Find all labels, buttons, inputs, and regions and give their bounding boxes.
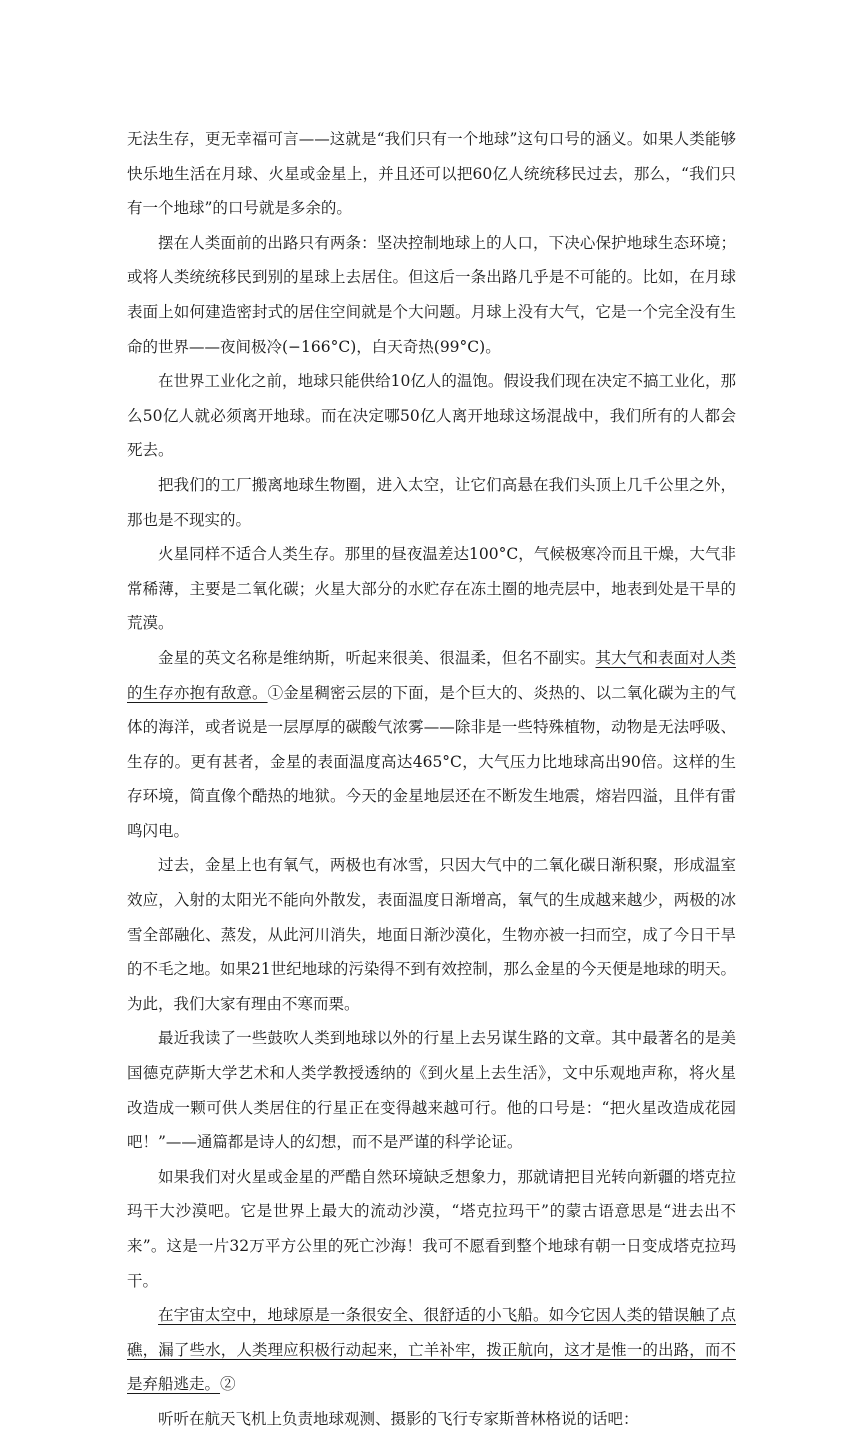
underlined-sentence-2: 在宇宙太空中，地球原是一条很安全、很舒适的小飞船。如今它因人类的错误触了点礁，漏了些水，人类理应积极行动起来，亡羊补牢，拨正航向，这才是惟一的出路，而不是弃船逃走。 xyxy=(127,1306,736,1394)
paragraph-9 xyxy=(127,1160,736,1298)
text-run: 把我们的工厂搬离地球生物圈，进入太空，让它们高悬在我们头顶上几千公里之外，那也是不现实的。 xyxy=(127,475,736,529)
paragraph-7 xyxy=(127,848,736,1021)
paragraph-1 xyxy=(127,122,736,226)
paragraph-5 xyxy=(127,537,736,641)
paragraph-6 xyxy=(127,641,736,849)
text-run: 在世界工业化之前，地球只能供给10亿人的温饱。假设我们现在决定不搞工业化，那么50亿人就必须离开地球。而在决定哪50亿人离开地球这场混战中，我们所有的人都会死去。 xyxy=(127,372,736,460)
paragraph-3 xyxy=(127,364,736,468)
paragraph-10 xyxy=(127,1298,736,1402)
paragraph-11 xyxy=(127,1402,736,1437)
paragraph-2 xyxy=(127,226,736,364)
paragraph-4 xyxy=(127,468,736,537)
document-body xyxy=(127,122,736,1437)
text-run: 金星的英文名称是维纳斯，听起来很美、很温柔，但名不副实。 xyxy=(158,648,596,667)
text-run: 过去，金星上也有氧气，两极也有冰雪，只因大气中的二氧化碳日渐积聚，形成温室效应，入射的太阳光不能向外散发，表面温度日渐增高，氧气的生成越来越少，两极的冰雪全部融化、蒸发，从此河川消失，地面日渐沙漠化，生物亦被一扫而空，成了今日干旱的不毛之地。如果21世纪地球的污染得不到有效控制，那么金星的今天便是地球的明天。为此，我们大家有理由不寒而栗。 xyxy=(127,856,736,1013)
text-run: 火星同样不适合人类生存。那里的昼夜温差达100°C，气候极寒冷而且干燥，大气非常稀薄，主要是二氧化碳；火星大部分的水贮存在冻土圈的地壳层中，地表到处是干旱的荒漠。 xyxy=(127,545,736,633)
text-run: 最近我读了一些鼓吹人类到地球以外的行星上去另谋生路的文章。其中最著名的是美国德克萨斯大学艺术和人类学教授透纳的《到火星上去生活》，文中乐观地声称，将火星改造成一颗可供人类居住的行星正在变得越来越可行。他的口号是：“把火星改造成花园吧！”——通篇都是诗人的幻想，而不是严谨的科学论证。 xyxy=(127,1029,736,1152)
circled-marker-2: ② xyxy=(220,1375,236,1394)
text-run: 如果我们对火星或金星的严酷自然环境缺乏想象力，那就请把目光转向新疆的塔克拉玛干大沙漠吧。它是世界上最大的流动沙漠，“塔克拉玛干”的蒙古语意思是“进去出不来”。这是一片32万平方公里的死亡沙海！我可不愿看到整个地球有朝一日变成塔克拉玛干。 xyxy=(127,1167,736,1290)
text-run: ①金星稠密云层的下面，是个巨大的、炎热的、以二氧化碳为主的气体的海洋，或者说是一层厚厚的碳酸气浓雾——除非是一些特殊植物，动物是无法呼吸、生存的。更有甚者，金星的表面温度高达465°C，大气压力比地球高出90倍。这样的生存环境，简直像个酷热的地狱。今天的金星地层还在不断发生地震，熔岩四溢，且伴有雷鸣闪电。 xyxy=(127,683,736,840)
text-run: 无法生存，更无幸福可言——这就是“我们只有一个地球”这句口号的涵义。如果人类能够快乐地生活在月球、火星或金星上，并且还可以把60亿人统统移民过去，那么，“我们只有一个地球”的口号就是多余的。 xyxy=(127,130,736,218)
underlined-sentence-1: 其大气和表面对人类的生存亦抱有敌意。 xyxy=(127,648,736,702)
text-run: 听听在航天飞机上负责地球观测、摄影的飞行专家斯普林格说的话吧： xyxy=(158,1409,639,1428)
text-run: 摆在人类面前的出路只有两条：坚决控制地球上的人口，下决心保护地球生态环境；或将人类统统移民到别的星球上去居住。但这后一条出路几乎是不可能的。比如，在月球表面上如何建造密封式的居住空间就是个大问题。月球上没有大气，它是一个完全没有生命的世界——夜间极冷(−166°C)，白天奇热(99°C)。 xyxy=(127,233,736,356)
paragraph-8 xyxy=(127,1021,736,1159)
